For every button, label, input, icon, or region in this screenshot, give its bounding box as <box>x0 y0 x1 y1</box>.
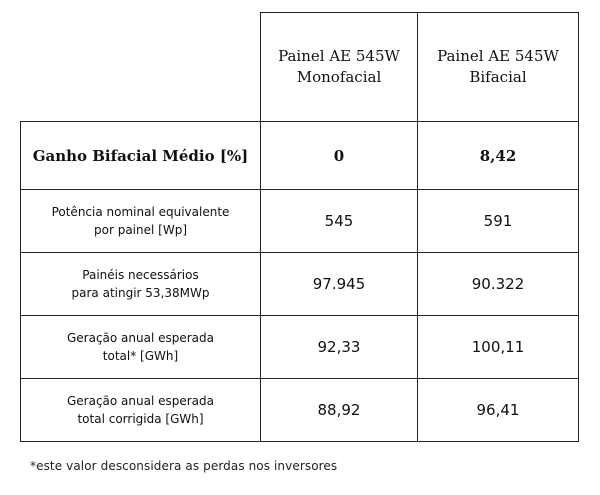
row-label-line: Painéis necessários <box>82 268 199 282</box>
cell-value: 97.945 <box>261 253 418 316</box>
column-header-line: Painel AE 545W <box>278 47 400 65</box>
table-row-bifacial-gain <box>21 122 579 190</box>
row-label-line: Geração anual esperada <box>66 394 215 408</box>
row-label <box>21 190 261 253</box>
cell-value: 591 <box>418 190 579 253</box>
row-label-line: por painel [Wp] <box>94 223 187 237</box>
comparison-table <box>20 12 579 442</box>
row-label-line: Geração anual esperada <box>66 331 215 345</box>
cell-value: 88,92 <box>261 379 418 442</box>
row-label <box>21 316 261 379</box>
table-row <box>21 316 579 379</box>
table-row <box>21 253 579 316</box>
row-label <box>21 253 261 316</box>
row-label-line: para atingir 53,38MWp <box>71 286 210 300</box>
column-header-monofacial <box>261 13 418 122</box>
column-header-line: Painel AE 545W <box>437 47 559 65</box>
cell-value: 545 <box>261 190 418 253</box>
table-row <box>21 379 579 442</box>
header-empty-cell <box>21 13 261 122</box>
row-label-line: total corrigida [GWh] <box>77 412 204 426</box>
cell-value: 90.322 <box>418 253 579 316</box>
row-label <box>21 379 261 442</box>
cell-value: 0 <box>261 122 418 190</box>
row-label-line: total* [GWh] <box>102 349 179 363</box>
row-label-line: Potência nominal equivalente <box>51 205 230 219</box>
footnote: *este valor desconsidera as perdas nos inversores <box>30 459 338 473</box>
cell-value: 100,11 <box>418 316 579 379</box>
header-row <box>21 13 579 122</box>
column-header-line: Monofacial <box>296 68 382 86</box>
table-row <box>21 190 579 253</box>
column-header-line: Bifacial <box>469 68 527 86</box>
cell-value: 8,42 <box>418 122 579 190</box>
cell-value: 92,33 <box>261 316 418 379</box>
cell-value: 96,41 <box>418 379 579 442</box>
row-label: Ganho Bifacial Médio [%] <box>21 122 261 190</box>
column-header-bifacial <box>418 13 579 122</box>
